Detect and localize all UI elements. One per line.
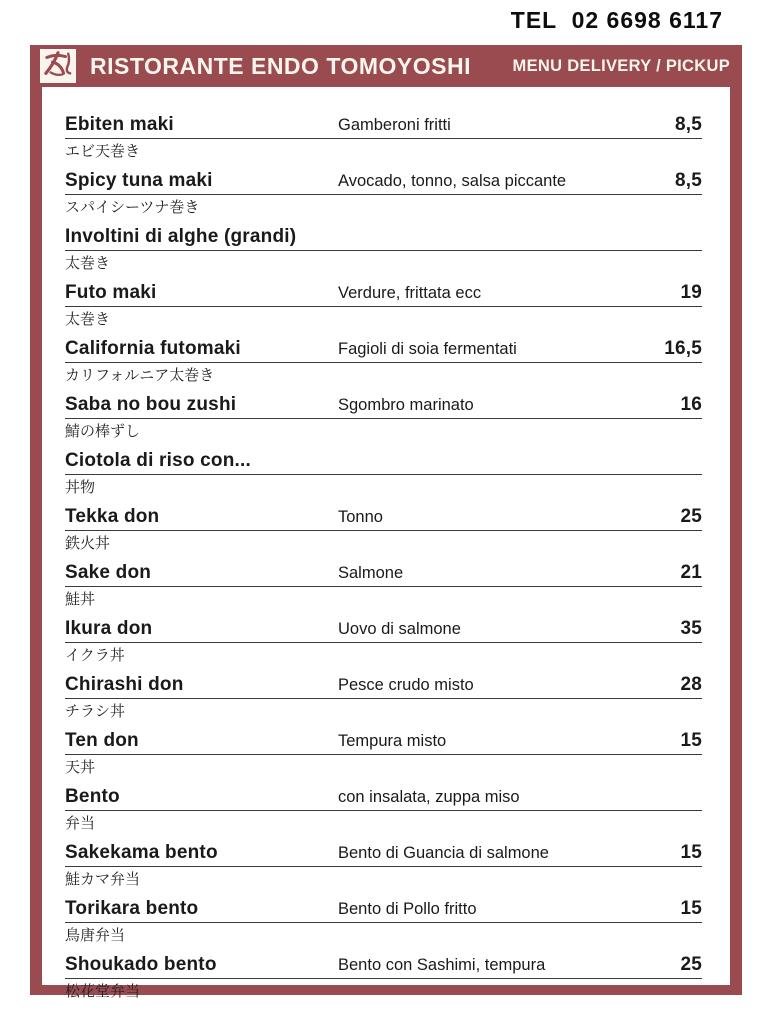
item-japanese-name: 鳥唐弁当: [65, 926, 126, 944]
item-japanese-name: カリフォルニア太巻き: [65, 366, 215, 384]
item-japanese-name: 松花堂弁当: [65, 982, 141, 1000]
menu-header-bar: [30, 45, 742, 87]
menu-item-main-line: [65, 338, 702, 363]
menu-item-main-line: [65, 226, 702, 251]
menu-item-main-line: [65, 842, 702, 867]
item-price: 8,5: [674, 114, 702, 135]
item-price: 35: [680, 618, 702, 639]
menu-item-main-line: [65, 114, 702, 139]
menu-item-row: [65, 338, 702, 386]
item-name: Torikara bento: [65, 898, 199, 919]
menu-item-row: [65, 282, 702, 330]
item-price: 15: [680, 898, 702, 919]
item-description: Sgombro marinato: [338, 396, 474, 414]
item-japanese-name: 鮭カマ弁当: [65, 870, 141, 888]
item-japanese-name: イクラ丼: [65, 646, 125, 664]
menu-item-row: [65, 898, 702, 946]
item-japanese-name: チラシ丼: [65, 702, 126, 720]
restaurant-logo: [40, 49, 76, 83]
menu-item-row: [65, 394, 702, 442]
item-japanese-name: 弁当: [65, 814, 96, 832]
calligraphy-seal-icon: [43, 50, 73, 83]
item-name: California futomaki: [65, 338, 241, 359]
item-description: Bento con Sashimi, tempura: [338, 956, 546, 974]
menu-item-row: [65, 226, 702, 274]
item-name: Ten don: [65, 730, 139, 751]
menu-item-row: [65, 506, 702, 554]
item-japanese-name: 太巻き: [65, 310, 111, 328]
menu-type-label: MENU DELIVERY / PICKUP: [512, 56, 730, 75]
menu-item-row: [65, 954, 702, 1002]
item-description: con insalata, zuppa miso: [338, 788, 520, 806]
item-description: Verdure, frittata ecc: [338, 284, 482, 302]
item-name: Futo maki: [65, 282, 157, 303]
item-japanese-name: 丼物: [65, 478, 96, 496]
item-japanese-name: 天丼: [65, 758, 96, 776]
item-name: Ebiten maki: [65, 114, 174, 135]
item-japanese-name: 鯖の棒ずし: [65, 422, 141, 440]
item-japanese-name: エビ天巻き: [65, 142, 141, 160]
item-price: 21: [680, 562, 702, 583]
menu-item-main-line: [65, 786, 702, 811]
menu-item-row: [65, 730, 702, 778]
menu-item-row: [65, 618, 702, 666]
item-name: Shoukado bento: [65, 954, 217, 975]
menu-item-main-line: [65, 506, 702, 531]
item-japanese-name: 太巻き: [65, 254, 111, 272]
menu-item-row: [65, 562, 702, 610]
item-price: 15: [680, 842, 702, 863]
item-description: Uovo di salmone: [338, 620, 461, 638]
item-description: Pesce crudo misto: [338, 676, 474, 694]
menu-item-row: [65, 674, 702, 722]
telephone-number: TEL 02 6698 6117: [510, 7, 723, 33]
menu-frame: [30, 45, 742, 1000]
menu-item-main-line: [65, 394, 702, 419]
item-name: Chirashi don: [65, 674, 184, 695]
item-japanese-name: スパイシーツナ巻き: [65, 198, 200, 216]
item-description: Avocado, tonno, salsa piccante: [338, 172, 567, 190]
restaurant-title: RISTORANTE ENDO TOMOYOSHI: [90, 52, 471, 79]
item-name: Sakekama bento: [65, 842, 218, 863]
menu-item-main-line: [65, 282, 702, 307]
item-description: Bento di Guancia di salmone: [338, 844, 549, 862]
item-name: Sake don: [65, 562, 152, 583]
item-price: 25: [680, 506, 702, 527]
menu-item-main-line: [65, 562, 702, 587]
item-description: Fagioli di soia fermentati: [338, 340, 517, 358]
item-price: 8,5: [674, 170, 702, 191]
item-name: Saba no bou zushi: [65, 394, 237, 415]
item-name: Ciotola di riso con...: [65, 450, 251, 471]
menu-item-main-line: [65, 674, 702, 699]
item-description: Gamberoni fritti: [338, 116, 451, 134]
item-name: Spicy tuna maki: [65, 170, 213, 191]
item-description: Tempura misto: [338, 732, 447, 750]
item-description: Bento di Pollo fritto: [338, 900, 477, 918]
item-price: 19: [680, 282, 702, 303]
item-name: Ikura don: [65, 618, 153, 639]
item-description: Salmone: [338, 564, 404, 582]
item-japanese-name: 鮭丼: [65, 590, 96, 608]
menu-item-main-line: [65, 170, 702, 195]
menu-item-row: [65, 170, 702, 218]
menu-item-row: [65, 450, 702, 498]
item-name: Involtini di alghe (grandi): [65, 226, 297, 247]
menu-item-row: [65, 842, 702, 890]
menu-list: [42, 87, 730, 1002]
item-price: 16: [680, 394, 702, 415]
menu-item-main-line: [65, 898, 702, 923]
item-name: Bento: [65, 786, 120, 807]
menu-item-row: [65, 114, 702, 162]
item-price: 25: [680, 954, 702, 975]
item-description: Tonno: [338, 508, 383, 526]
item-japanese-name: 鉄火丼: [65, 534, 111, 552]
menu-item-main-line: [65, 618, 702, 643]
menu-item-main-line: [65, 450, 702, 475]
item-price: 16,5: [664, 338, 702, 359]
menu-item-main-line: [65, 954, 702, 979]
item-price: 15: [680, 730, 702, 751]
item-name: Tekka don: [65, 506, 160, 527]
item-price: 28: [680, 674, 702, 695]
menu-item-main-line: [65, 730, 702, 755]
menu-item-row: [65, 786, 702, 834]
